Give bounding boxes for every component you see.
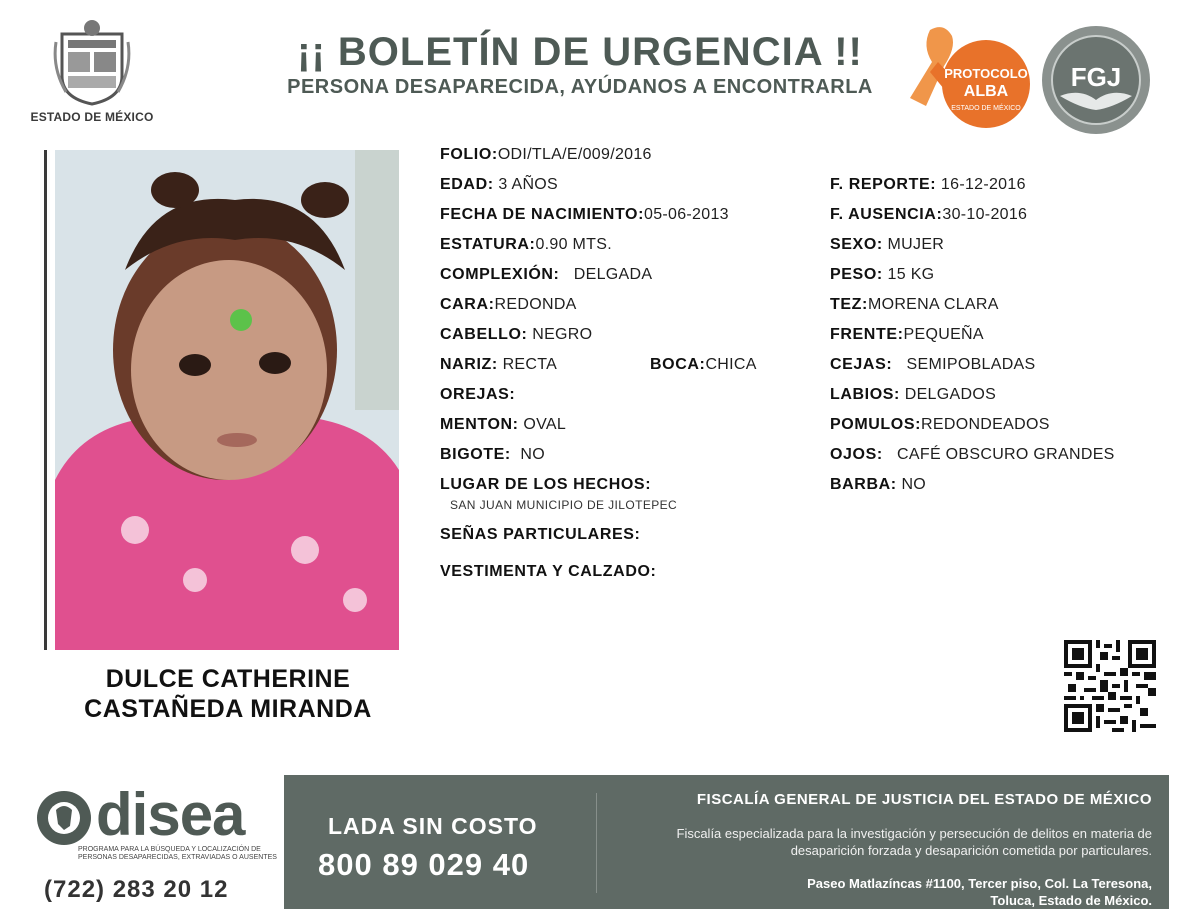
field-peso: PESO: 15 KG [830,266,935,283]
field-pomulos: POMULOS:REDONDEADOS [830,416,1050,433]
institution-description: Fiscalía especializada para la investigación y persecución de delitos en materia de desaparición forzada y desaparición cometida por particulares. [676,826,1152,858]
field-cabello: CABELLO: NEGRO [440,326,593,343]
contact-phone[interactable]: (722) 283 20 12 [44,876,229,903]
protocolo-alba-logo [900,22,1030,132]
field-cejas: CEJAS: SEMIPOBLADAS [830,356,1036,373]
bulletin-title: ¡¡ BOLETÍN DE URGENCIA !! [297,30,863,74]
alba-line2: ALBA [963,83,1009,100]
field-senas-particulares: SEÑAS PARTICULARES: [440,526,641,543]
field-sexo: SEXO: MUJER [830,236,945,253]
field-boca: BOCA:CHICA [650,356,757,373]
field-orejas: OREJAS: [440,386,516,403]
place-of-events: SAN JUAN MUNICIPIO DE JILOTEPEC [450,498,678,512]
footer-divider [596,793,597,893]
fgj-text: FGJ [1070,62,1122,92]
field-folio: FOLIO:ODI/TLA/E/009/2016 [440,146,652,163]
state-logo [28,18,156,124]
alba-line1: PROTOCOLO [944,66,1028,81]
odisea-word: disea [96,781,245,848]
missing-person-photo [55,150,399,650]
coat-of-arms-icon [52,18,132,106]
field-complexion: COMPLEXIÓN: DELGADA [440,266,653,283]
field-cara: CARA:REDONDA [440,296,577,313]
field-estatura: ESTATURA:0.90 MTS. [440,236,612,253]
person-name [50,664,406,724]
field-menton: MENTON: OVAL [440,416,567,433]
photo-frame [44,150,396,650]
institution-address [610,875,1152,909]
map-pin-icon [34,788,98,852]
field-edad: EDAD: 3 AÑOS [440,176,559,193]
odisea-program: PROGRAMA PARA LA BÚSQUEDA Y LOCALIZACIÓN DE PERSONAS DESAPARECIDAS, EXTRAVIADAS O AUSENTES [78,846,277,861]
footer-band [284,775,1169,909]
address-line1: Paseo Matlazíncas #1100, Tercer piso, Col. La Teresona, [807,876,1152,891]
field-lugar-hechos: LUGAR DE LOS HECHOS: [440,476,652,493]
state-label: ESTADO DE MÉXICO [30,110,154,124]
qr-code-icon[interactable] [1064,640,1156,732]
field-barba: BARBA: NO [830,476,927,493]
odisea-logo [34,781,284,876]
field-frente: FRENTE:PEQUEÑA [830,326,984,343]
lada-number[interactable]: 800 89 029 40 [318,847,530,882]
bulletin-subtitle: PERSONA DESAPARECIDA, AYÚDANOS A ENCONTRARLA [287,76,873,98]
field-labios: LABIOS: DELGADOS [830,386,997,403]
field-fecha-ausencia: F. AUSENCIA:30-10-2016 [830,206,1028,223]
lada-label: LADA SIN COSTO [328,813,538,839]
field-tez: TEZ:MORENA CLARA [830,296,999,313]
person-name-line1: DULCE CATHERINE [105,665,351,693]
alba-line3: ESTADO DE MÉXICO [951,105,1021,112]
field-bigote: BIGOTE: NO [440,446,545,463]
field-fecha-reporte: F. REPORTE: 16-12-2016 [830,176,1026,193]
fgj-seal [1040,24,1152,136]
field-vestimenta: VESTIMENTA Y CALZADO: [440,563,657,580]
person-name-line2: CASTAÑEDA MIRANDA [84,695,372,723]
address-line2: Toluca, Estado de México. [990,893,1152,908]
field-ojos: OJOS: CAFÉ OBSCURO GRANDES [830,446,1115,463]
field-nariz: NARIZ: RECTA [440,356,558,373]
field-fecha-nacimiento: FECHA DE NACIMIENTO:05-06-2013 [440,206,729,223]
institution-name: FISCALÍA GENERAL DE JUSTICIA DEL ESTADO DE MÉXICO [696,791,1152,808]
